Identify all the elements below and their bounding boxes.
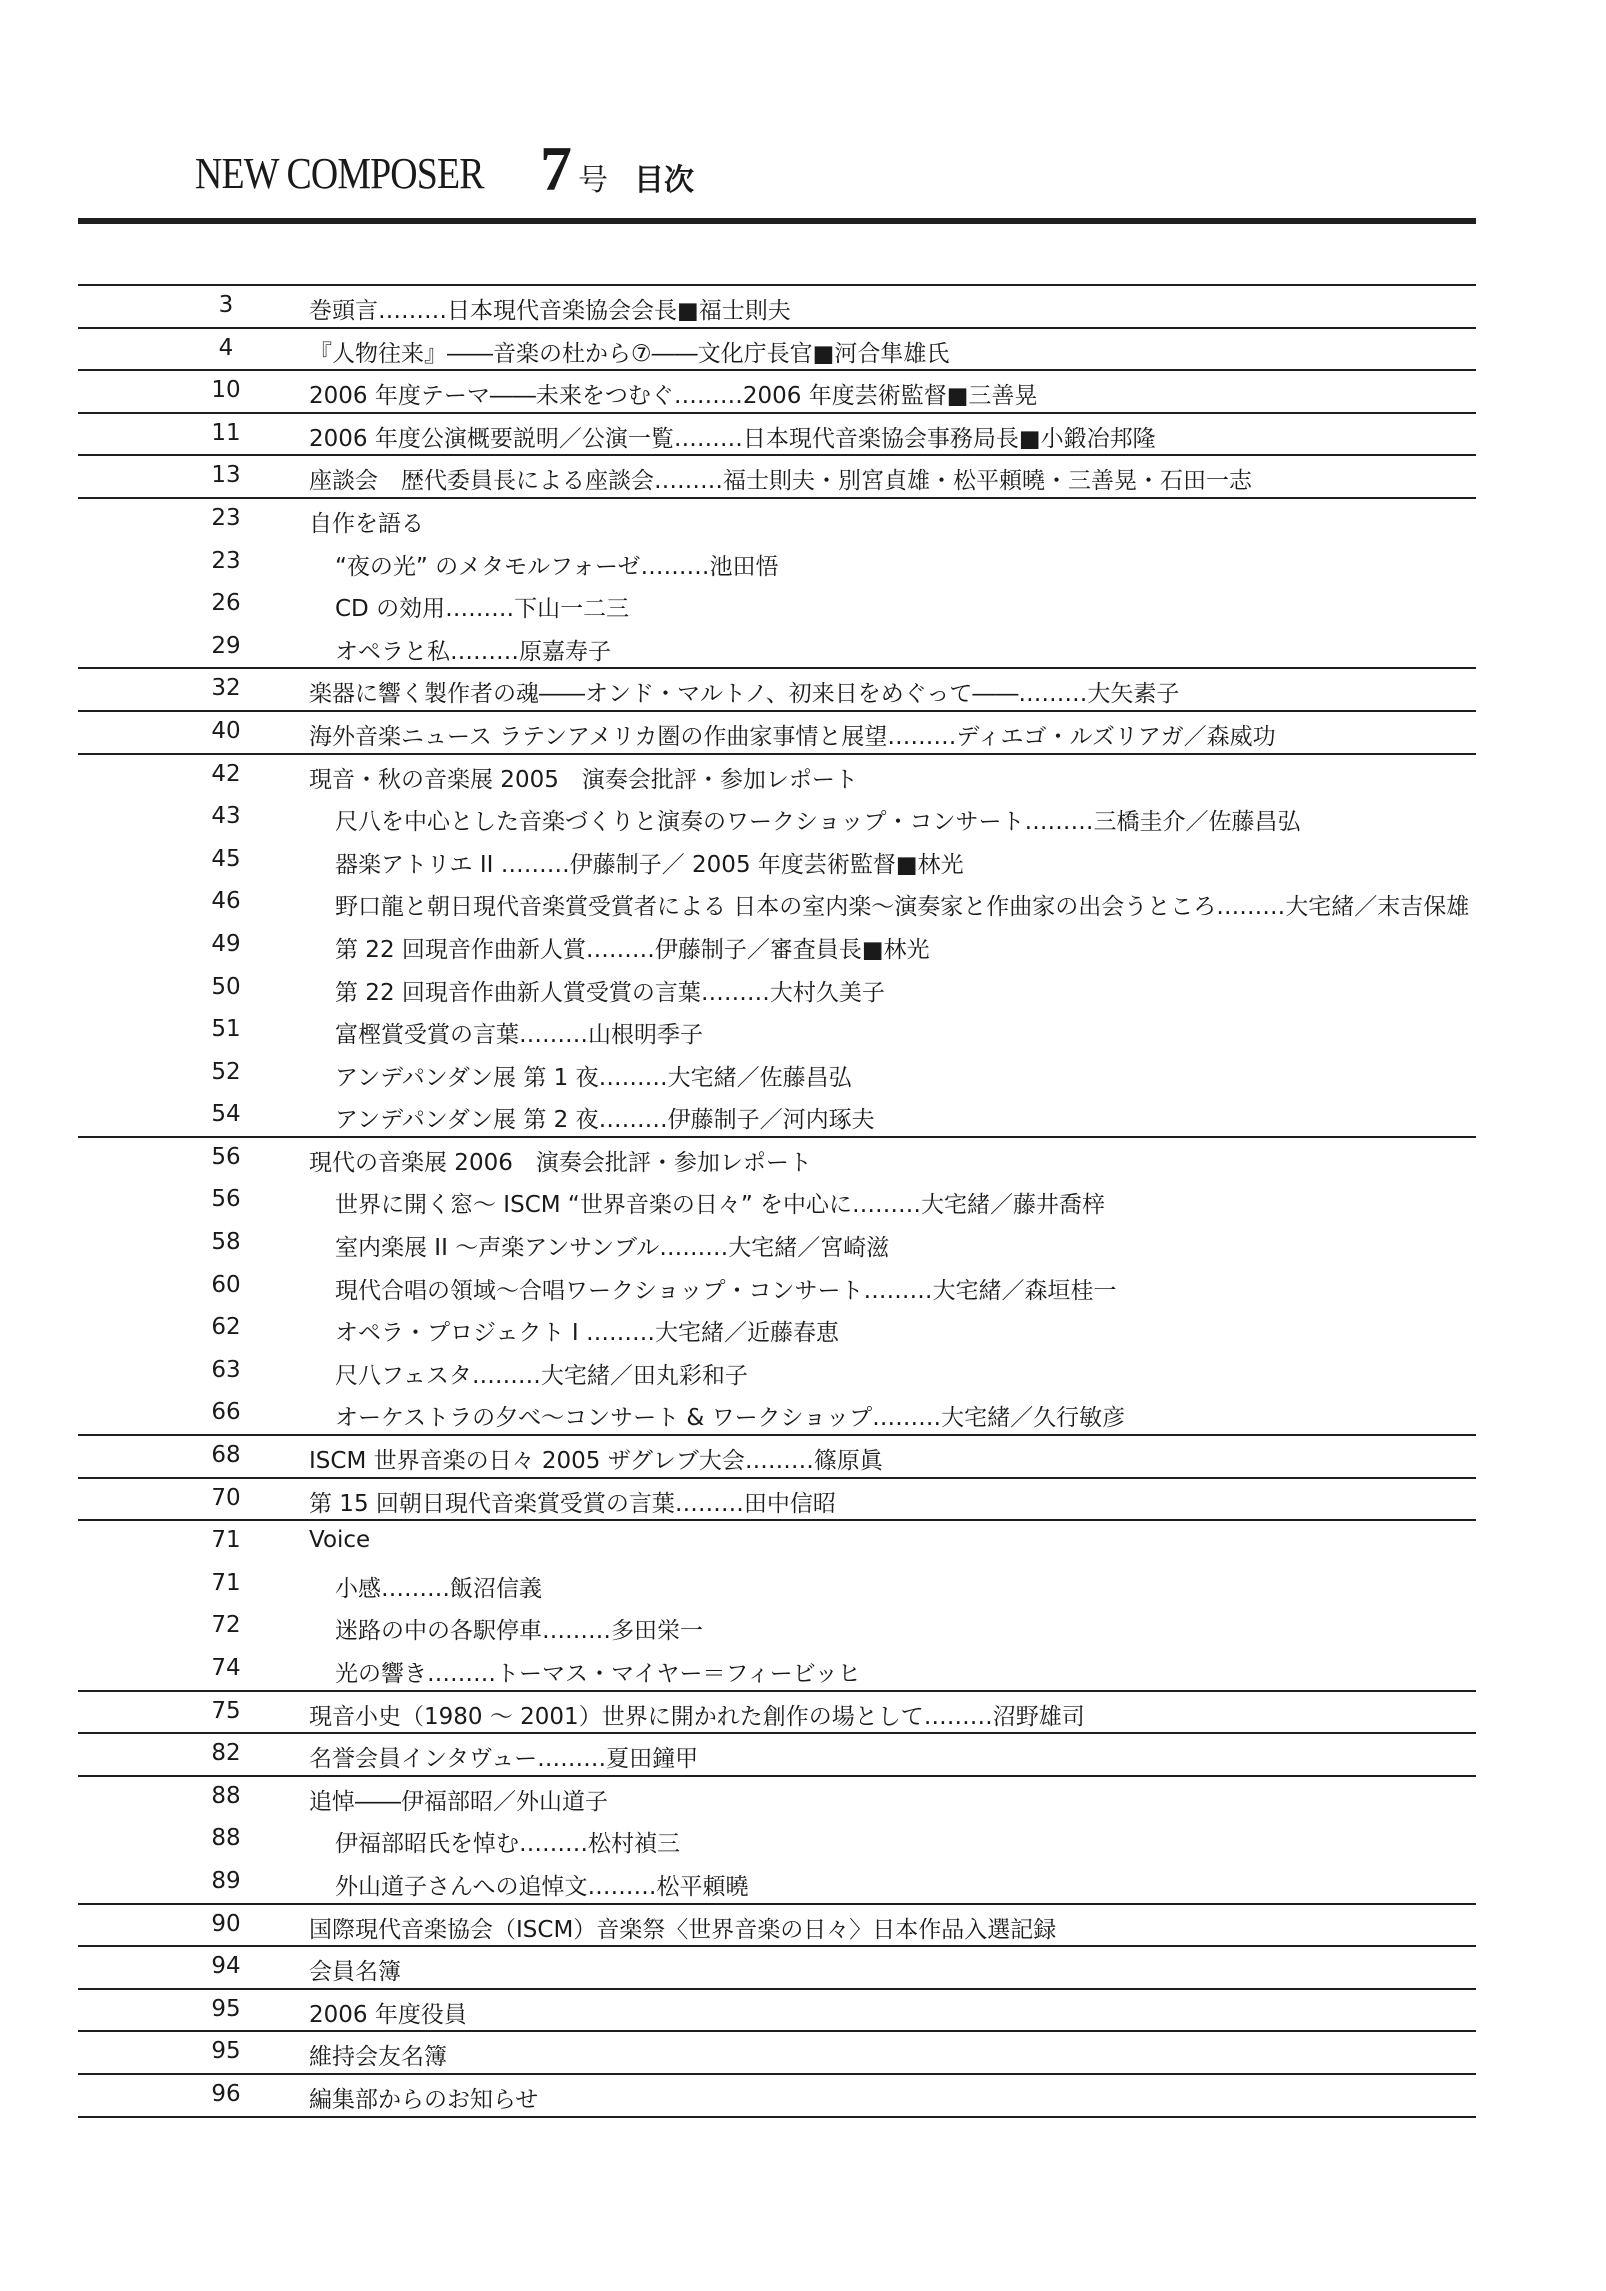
toc-page-number: 10 — [211, 377, 241, 404]
toc-entry — [78, 584, 1476, 627]
toc-entry — [78, 1649, 1476, 1692]
toc-page-number: 82 — [211, 1740, 241, 1767]
toc-page-number: 95 — [211, 2038, 241, 2065]
toc-subentry-title: 室内楽展 II ～声楽アンサンブル………大宅緒／宮崎滋 — [335, 1235, 890, 1262]
toc-page-number: 56 — [211, 1186, 241, 1213]
toc-entry — [78, 968, 1476, 1011]
toc-entry-title: 維持会友名簿 — [309, 2044, 447, 2071]
toc-page-number: 56 — [211, 1143, 241, 1170]
toc-page-number: 32 — [211, 675, 241, 702]
toc-entry — [78, 2075, 1476, 2118]
toc-page-number: 46 — [211, 888, 241, 915]
toc-page-number: 51 — [211, 1016, 241, 1043]
issue-suffix: 号 — [578, 163, 608, 198]
toc-page-number: 62 — [211, 1314, 241, 1341]
toc-entry — [78, 2032, 1476, 2075]
toc-entry — [78, 1606, 1476, 1649]
toc-entry — [78, 1479, 1476, 1522]
toc-subentry-title: アンデパンダン展 第 2 夜………伊藤制子／河内琢夫 — [335, 1107, 875, 1134]
toc-page-number: 68 — [211, 1442, 241, 1469]
toc-page-number: 3 — [218, 292, 234, 318]
toc-page-number: 29 — [211, 632, 241, 659]
toc-page-number: 11 — [211, 419, 241, 446]
toc-page-number: 70 — [211, 1484, 241, 1511]
toc-entry-title: 巻頭言………日本現代音楽協会会長■福士則夫 — [309, 298, 791, 324]
toc-page-number: 89 — [211, 1867, 241, 1894]
toc-entry — [78, 1777, 1476, 1820]
toc-entry — [78, 1393, 1476, 1436]
toc-subentry-title: 野口龍と朝日現代音楽賞受賞者による 日本の室内楽～演奏家と作曲家の出会うところ………大宅緒／末吉保雄 — [335, 894, 1470, 921]
toc-subentry-title: 尺八フェスタ………大宅緒／田丸彩和子 — [335, 1362, 748, 1389]
toc-entry-title: ISCM 世界音楽の日々 2005 ザグレブ大会………篠原眞 — [309, 1448, 883, 1475]
toc-page-number: 60 — [211, 1271, 241, 1298]
toc-entry — [78, 712, 1476, 755]
toc-page-number: 88 — [211, 1825, 241, 1852]
toc-entry-title: 現代の音楽展 2006 演奏会批評・参加レポート — [309, 1149, 812, 1176]
toc-page-number: 45 — [211, 845, 241, 872]
toc-page-number: 23 — [211, 547, 241, 574]
toc-entry — [78, 1053, 1476, 1096]
toc-subentry-title: 外山道子さんへの追悼文………松平頼曉 — [335, 1873, 749, 1900]
toc-entry — [78, 1947, 1476, 1990]
issue-number: 7 — [540, 133, 572, 204]
toc-entry-title: 現音小史（1980 ～ 2001）世界に開かれた創作の場として………沼野雄司 — [309, 1703, 1085, 1730]
toc-entry-title: 現音・秋の音楽展 2005 演奏会批評・参加レポート — [309, 766, 858, 793]
toc-page-number: 75 — [211, 1697, 241, 1724]
toc-entry-title: 2006 年度テーマ――未来をつむぐ………2006 年度芸術監督■三善晃 — [309, 383, 1038, 410]
toc-entry — [78, 797, 1476, 840]
toc-page-number: 66 — [211, 1399, 241, 1426]
toc-page-number: 26 — [211, 590, 241, 617]
toc-entry-title: 楽器に響く製作者の魂――オンド・マルトノ、初来日をめぐって――………大矢素子 — [309, 681, 1180, 708]
toc-entry-title: 名誉会員インタヴュー………夏田鐘甲 — [309, 1746, 699, 1773]
toc-page-number: 50 — [211, 973, 241, 1000]
toc-page-number: 54 — [211, 1101, 241, 1128]
toc-entry-title: 2006 年度役員 — [309, 2001, 467, 2028]
toc-page-number: 96 — [211, 2080, 241, 2107]
toc-page-number: 94 — [211, 1953, 241, 1980]
toc-entry — [78, 1308, 1476, 1351]
table-of-contents — [78, 286, 1476, 2118]
header-divider — [78, 218, 1476, 224]
toc-entry — [78, 286, 1476, 329]
toc-subentry-title: オペラ・プロジェクト I ………大宅緒／近藤春恵 — [335, 1320, 839, 1347]
toc-page-number: 95 — [211, 1995, 241, 2022]
toc-subentry-title: 小感………飯沼信義 — [335, 1575, 542, 1602]
toc-entry — [78, 329, 1476, 372]
toc-entry-title: Voice — [309, 1527, 371, 1554]
toc-entry — [78, 669, 1476, 712]
toc-entry — [78, 925, 1476, 968]
toc-subentry-title: CD の効用………下山一二三 — [335, 596, 630, 623]
toc-entry — [78, 882, 1476, 925]
toc-entry — [78, 1990, 1476, 2033]
toc-entry — [78, 1138, 1476, 1181]
toc-entry-title: 2006 年度公演概要説明／公演一覧………日本現代音楽協会事務局長■小鍛冶邦隆 — [309, 425, 1156, 452]
toc-page-number: 58 — [211, 1229, 241, 1256]
toc-entry-title: 海外音楽ニュース ラテンアメリカ圏の作曲家事情と展望………ディエゴ・ルズリアガ／森威功 — [309, 723, 1276, 750]
toc-entry — [78, 1819, 1476, 1862]
toc-entry — [78, 456, 1476, 499]
toc-subentry-title: 世界に開く窓～ ISCM “世界音楽の日々” を中心に………大宅緒／藤井喬梓 — [335, 1192, 1106, 1219]
toc-entry — [78, 1862, 1476, 1905]
toc-entry — [78, 414, 1476, 457]
toc-subentry-title: 第 22 回現音作曲新人賞………伊藤制子／審査員長■林光 — [335, 936, 930, 963]
toc-entry-title: 国際現代音楽協会（ISCM）音楽祭〈世界音楽の日々〉日本作品入選記録 — [309, 1916, 1057, 1943]
toc-subentry-title: アンデパンダン展 第 1 夜………大宅緒／佐藤昌弘 — [335, 1064, 852, 1091]
toc-entry — [78, 499, 1476, 542]
toc-subentry-title: 伊福部昭氏を悼む………松村禎三 — [335, 1831, 680, 1858]
toc-entry — [78, 1223, 1476, 1266]
toc-entry-title: 『人物往来』――音楽の杜から⑦――文化庁長官■河合隼雄氏 — [309, 340, 950, 367]
toc-page-number: 23 — [211, 504, 241, 531]
toc-entry — [78, 1266, 1476, 1309]
toc-entry-title: 会員名簿 — [309, 1959, 401, 1986]
toc-entry — [78, 1692, 1476, 1735]
toc-entry — [78, 371, 1476, 414]
toc-entry — [78, 627, 1476, 670]
toc-page-number: 40 — [211, 717, 241, 744]
toc-subentry-title: 光の響き………トーマス・マイヤー＝フィービッヒ — [335, 1661, 861, 1687]
toc-entry-title: 第 15 回朝日現代音楽賞受賞の言葉………田中信昭 — [309, 1490, 836, 1517]
toc-page-number: 74 — [211, 1655, 241, 1681]
toc-subentry-title: 尺八を中心とした音楽づくりと演奏のワークショップ・コンサート………三橋圭介／佐藤昌弘 — [335, 809, 1301, 836]
toc-page-number: 4 — [218, 334, 234, 361]
toc-entry — [78, 1180, 1476, 1223]
toc-subentry-title: “夜の光” のメタモルフォーゼ………池田悟 — [335, 553, 779, 580]
toc-entry — [78, 1010, 1476, 1053]
toc-subentry-title: 第 22 回現音作曲新人賞受賞の言葉………大村久美子 — [335, 979, 885, 1006]
toc-entry — [78, 542, 1476, 585]
issue-label — [540, 132, 694, 206]
toc-heading: 目次 — [634, 163, 694, 198]
toc-page-number: 88 — [211, 1782, 241, 1809]
page-header — [195, 133, 694, 208]
toc-entry — [78, 1734, 1476, 1777]
toc-subentry-title: 迷路の中の各駅停車………多田栄一 — [335, 1618, 703, 1645]
toc-subentry-title: 現代合唱の領域～合唱ワークショップ・コンサート………大宅緒／森垣桂一 — [335, 1277, 1117, 1304]
toc-page-number: 49 — [211, 930, 241, 957]
toc-entry — [78, 1521, 1476, 1564]
toc-page-number: 52 — [211, 1058, 241, 1085]
toc-page-number: 13 — [211, 462, 241, 489]
toc-subentry-title: 器楽アトリエ II ………伊藤制子／ 2005 年度芸術監督■林光 — [335, 851, 964, 878]
toc-entry — [78, 1564, 1476, 1607]
toc-page-number: 42 — [211, 760, 241, 787]
toc-subentry-title: 富樫賞受賞の言葉………山根明季子 — [335, 1022, 703, 1049]
toc-page-number: 71 — [211, 1569, 241, 1596]
toc-entry — [78, 840, 1476, 883]
toc-subentry-title: オペラと私………原嘉寿子 — [335, 638, 611, 665]
toc-page-number: 71 — [211, 1527, 241, 1554]
toc-entry — [78, 1095, 1476, 1138]
toc-entry — [78, 1436, 1476, 1479]
toc-entry-title: 座談会 歴代委員長による座談会………福士則夫・別宮貞雄・松平頼曉・三善晃・石田一志 — [309, 468, 1252, 495]
toc-entry — [78, 755, 1476, 798]
toc-page-number: 43 — [211, 803, 241, 830]
toc-page-number: 90 — [211, 1910, 241, 1937]
toc-subentry-title: オーケストラの夕べ～コンサート & ワークショップ………大宅緒／久行敏彦 — [335, 1405, 1126, 1432]
toc-page-number: 63 — [211, 1356, 241, 1383]
toc-entry-title: 自作を語る — [309, 510, 424, 537]
toc-entry — [78, 1351, 1476, 1394]
toc-page-number: 72 — [211, 1612, 241, 1639]
toc-entry — [78, 1905, 1476, 1948]
toc-entry-title: 編集部からのお知らせ — [309, 2086, 539, 2113]
toc-entry-title: 追悼――伊福部昭／外山道子 — [309, 1788, 608, 1815]
magazine-title: NEW COMPOSER — [195, 149, 484, 198]
